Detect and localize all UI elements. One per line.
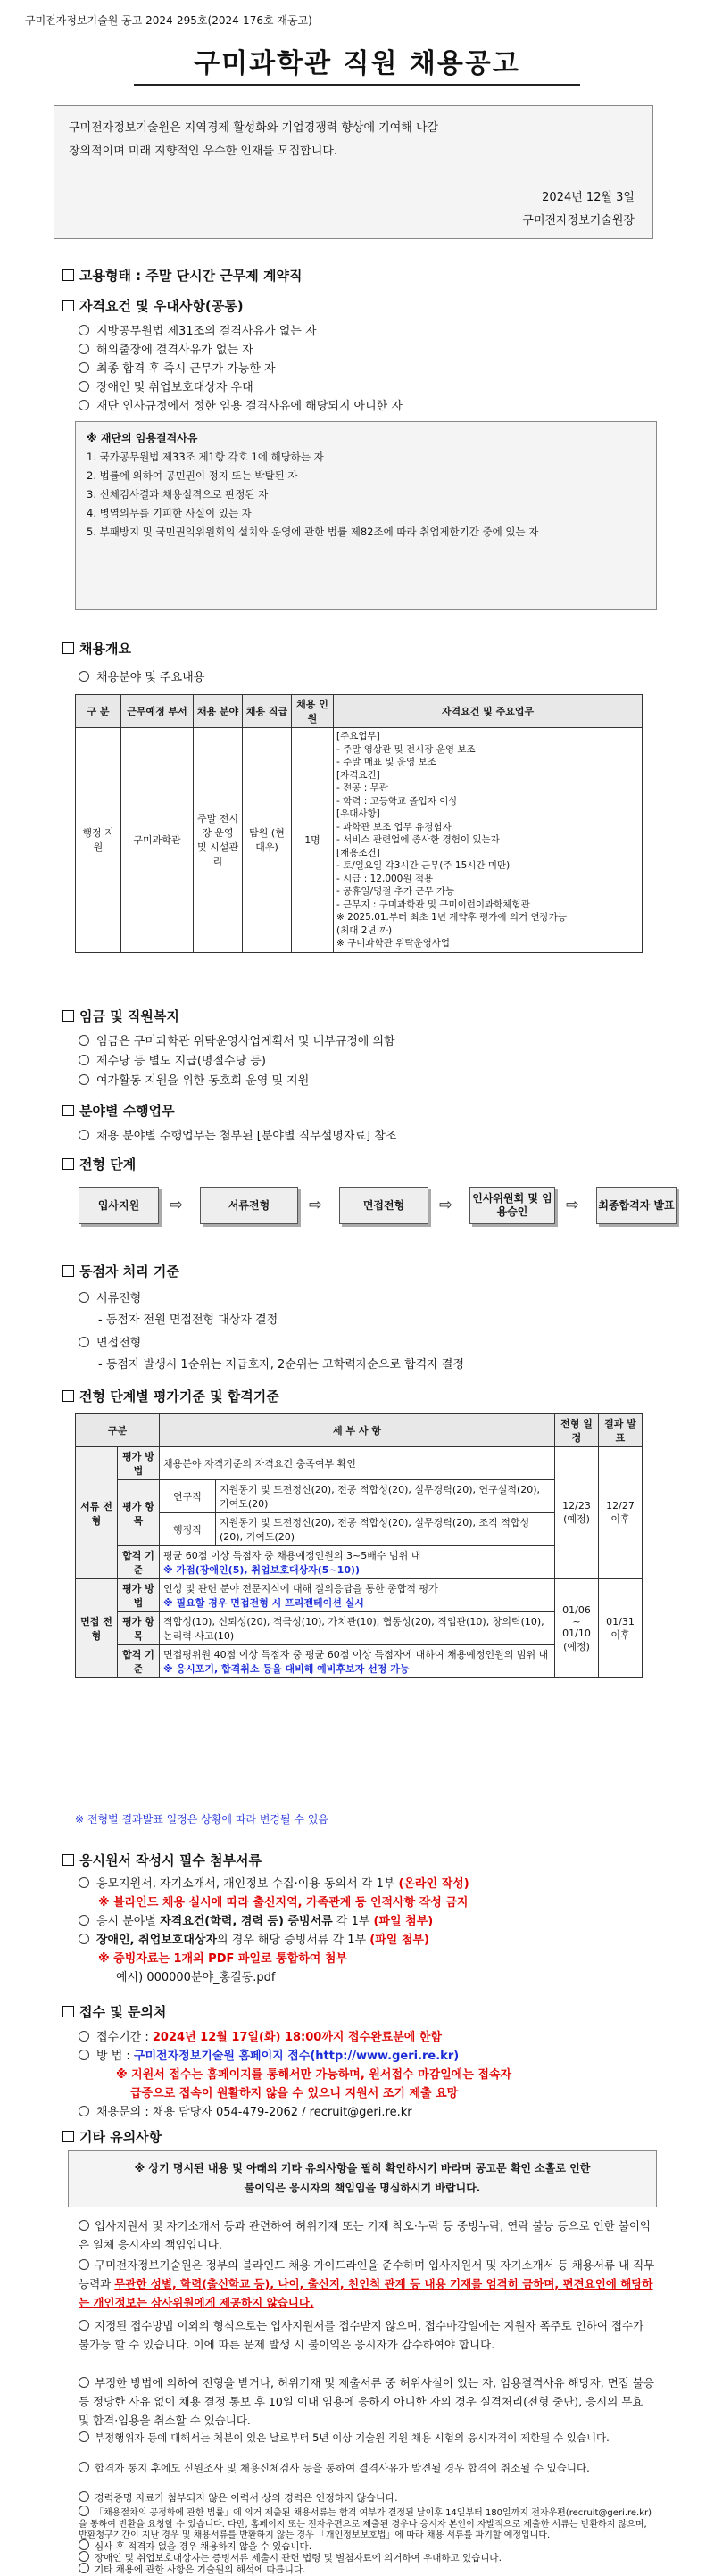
disqualification-box (75, 421, 657, 610)
table-cell (160, 1645, 555, 1678)
note-text: 「채용절차의 공정화에 관한 법률」에 의거 제출된 채용서류는 합격 여부가 결정된 날이후 14일부터 180일까지 전자우편(recruit@geri.re.kr)을 통하여 반환을 요청할 수 있습니다. 다만, 홈페이지 또는 전자우편으로 제출된 경우나 응시자 본인이 자발적으로 제출한 서류는 반환하지 않으며, 반환청구기간이 지난 경우 및 채용서류를 반환하지 않는 경우 「개인정보보호법」에 따라 채용 서류를 파기할 예정입니다. (79, 2508, 652, 2540)
note-item (79, 2506, 657, 2542)
warning-text: 급증으로 접속이 원활하지 않을 수 있으니 지원서 조기 제출 요망 (130, 2087, 459, 2100)
circle-bullet-icon (79, 1934, 89, 1944)
detail-line: [주요업무] (336, 731, 380, 741)
table-cell-grade: 탐원 (현 대우) (243, 728, 292, 953)
circle-bullet-icon (79, 2031, 89, 2042)
list-item (79, 1874, 469, 1891)
table-header-cell: 세 부 사 항 (160, 1414, 555, 1447)
notice-line: 불이익은 응시자의 책임임을 명심하시기 바랍니다. (244, 2182, 481, 2194)
detail-line: - 공휴일/명절 추가 근무 가능 (336, 886, 455, 897)
contact-period: 2024년 12월 17일(화) 18:00까지 접수완료분에 한함 (152, 2031, 442, 2044)
circle-bullet-icon (79, 344, 89, 354)
docs-text: 응시 분야별 (96, 1915, 156, 1928)
note-item (79, 2216, 657, 2254)
row-label: 평가 항목 (118, 1480, 160, 1546)
method-note: ※ 필요할 경우 면접전형 시 프리젠테이션 실시 (163, 1597, 364, 1609)
table-cell: 적합성(10), 신뢰성(20), 적극성(10), 가치관(10), 협동성(20), 직업관(10), 창의력(10), 논리력 사고(10) (160, 1612, 555, 1645)
intro-box (54, 105, 653, 239)
list-item-text: 여가활동 지원을 위한 동호회 운영 및 지원 (96, 1074, 310, 1088)
detail-line: - 서비스 관련업에 종사한 경험이 있는자 (336, 834, 500, 845)
list-item (79, 1288, 141, 1305)
list-item (79, 377, 253, 394)
pass-text: 면접평위원 40점 이상 득점자 중 평균 60점 이상 득점자에 대하여 채용예정인원의 범위 내 (163, 1649, 549, 1661)
table-header-cell: 자격요건 및 주요업무 (334, 695, 643, 728)
table-header-row (76, 695, 643, 728)
circle-bullet-icon (79, 362, 89, 373)
circle-bullet-icon (79, 381, 89, 392)
detail-line: - 토/일요일 각3시간 근무(주 15시간 미만) (336, 860, 511, 871)
section-tie-label: 동점자 처리 기준 (79, 1263, 179, 1280)
list-item-text: 해외출장에 결격사유가 없는 자 (96, 344, 253, 357)
checkbox-icon (62, 269, 74, 281)
list-item-text: 지방공무원법 제31조의 결격사유가 없는 자 (96, 325, 317, 338)
circle-bullet-icon (79, 2506, 89, 2516)
arrow-right-icon: ⇨ (439, 1196, 453, 1214)
list-item (79, 1911, 433, 1928)
section-qualifications-label: 자격요건 및 우대사항(공통) (79, 298, 244, 314)
detail-line: - 주말 매표 및 운영 보조 (336, 757, 436, 767)
detail-line: ※ 구미과학관 위탁운영사업 (336, 938, 451, 948)
note-item (79, 2373, 657, 2430)
row-label: 합격 기준 (118, 1546, 160, 1579)
list-item (79, 1333, 141, 1350)
section-overview-label: 채용개요 (79, 641, 131, 657)
note-text: 경력증명 자료가 첨부되지 않은 이력서 상의 경력은 인정하지 않습니다. (95, 2492, 398, 2504)
checkbox-icon (62, 1390, 74, 1402)
detail-line: ※ 2025.01.부터 최초 1년 계약후 평가에 의거 연장가능 (336, 912, 568, 923)
circle-bullet-icon (79, 1915, 89, 1926)
page-title: 구미과학관 직원 채용공고 (194, 48, 520, 79)
list-item (79, 321, 317, 338)
list-item (79, 2046, 459, 2063)
stage-interview: 면접 전형 (76, 1579, 118, 1678)
arrow-right-icon: ⇨ (170, 1196, 184, 1214)
table-header-cell: 채용 분야 (194, 695, 243, 728)
section-overview (62, 639, 131, 658)
note-text: 부정행위자 등에 대해서는 처분이 있은 날로부터 5년 이상 기술원 직원 채용 시험의 응시자격이 제한될 수 있습니다. (95, 2431, 610, 2444)
intro-date: 2024년 12월 3일 (542, 191, 635, 204)
circle-bullet-icon (79, 1035, 89, 1046)
list-item-text: 서류전형 (96, 1292, 142, 1305)
circle-bullet-icon (79, 2462, 89, 2472)
circle-bullet-icon (79, 1055, 89, 1065)
list-item-text: 재단 인사규정에서 정한 임용 결격사유에 해당되지 아니한 자 (96, 400, 403, 413)
circle-bullet-icon (79, 2431, 89, 2442)
note-emph: 무관한 성별, 학력(출신학교 등), 나이, 출신지, 친인척 관계 등 내용 기재를 엄격히 금하며, 편견요인에 해당하는 개인정보는 삼사위원에게 제공하지 않습니다. (79, 2277, 653, 2309)
note-text: 합격자 통지 후에도 신원조사 및 채용신체검사 등을 통하여 결격사유가 발견될 경우 합격이 취소될 수 있습니다. (95, 2462, 590, 2474)
docs-example: 예시) 000000분야_홍길동.pdf (116, 1971, 276, 1984)
section-eval (62, 1387, 279, 1405)
disqualification-item: 4. 병역의무를 기피한 사실이 있는 자 (87, 507, 252, 519)
contact-warning-2 (130, 2083, 458, 2100)
warning-text: ※ 지원서 접수는 홈페이지를 통해서만 가능하며, 원서접수 마감일에는 접속자 (116, 2068, 512, 2082)
detail-line: - 과학관 보조 업무 유경험자 (336, 821, 452, 832)
list-item (79, 1031, 395, 1048)
intro-line-1: 구미전자정보기술원은 지역경제 활성화와 기업경쟁력 향상에 기여해 나갈 (69, 121, 439, 135)
docs-emph: (온라인 작성) (398, 1877, 469, 1891)
circle-bullet-icon (79, 1292, 89, 1303)
table-cell-dept: 구미과학관 (121, 728, 194, 953)
disqualification-item: 1. 국가공무원법 제33조 제1항 각호 1에 해당하는 자 (87, 451, 324, 463)
list-item-text: 채용 분야별 수행업무는 첨부된 [분야별 직무설명자료] 참조 (96, 1130, 397, 1143)
table-cell: 지원동기 및 도전정신(20), 전공 적합성(20), 실무경력(20), 조직 적합성(20), 기여도(20) (216, 1513, 555, 1546)
section-qualifications (62, 296, 244, 315)
circle-bullet-icon (79, 2551, 89, 2562)
process-step: 최종합격자 발표 (596, 1187, 677, 1224)
notice-line: ※ 상기 명시된 내용 및 아래의 기타 유의사항을 필히 확인하시기 바라며 공고문 확인 소홀로 인한 (134, 2162, 591, 2174)
doc-result: 12/27 이후 (599, 1447, 643, 1579)
checkbox-icon (62, 300, 74, 311)
detail-line: - 근무지 : 구미과학관 및 구미이런이과학체험관 (336, 899, 530, 910)
docs-text: 각 1부 (336, 1915, 370, 1928)
int-result: 01/31 이후 (599, 1579, 643, 1678)
intro-line-2: 창의적이며 미래 지향적인 우수한 인재를 모집합니다. (69, 145, 338, 158)
docs-warning (98, 1893, 468, 1909)
section-contact-label: 접수 및 문의처 (79, 2004, 167, 2020)
section-employment-label: 고용형태 : 주말 단시간 근무제 계약직 (79, 268, 303, 284)
int-date: 01/06 ~ 01/10 (예정) (555, 1579, 599, 1678)
disqualification-item: 5. 부패방지 및 국민권익위원회의 설치와 운영에 관한 법률 제82조에 따라 취업제한기간 중에 있는 자 (87, 526, 539, 538)
docs-emph: 자격요건(학력, 경력 등) 증빙서류 (160, 1915, 333, 1928)
table-header-cell: 결과 발표 (599, 1414, 643, 1447)
note-item (79, 2431, 657, 2446)
circle-bullet-icon (79, 1337, 89, 1347)
eval-footnote: ※ 전형별 결과발표 일정은 상황에 따라 변경될 수 있음 (75, 1813, 329, 1826)
contact-label: 방 법 : (96, 2050, 130, 2063)
overview-sub-text: 채용분야 및 주요내용 (96, 671, 205, 684)
docs-warning-text: ※ 블라인드 채용 실시에 따라 출신지역, 가족관계 등 인적사항 작성 금지 (98, 1896, 469, 1909)
section-duty (62, 1101, 175, 1120)
list-item (79, 359, 276, 376)
table-header-cell: 구분 (76, 1414, 160, 1447)
section-process (62, 1155, 136, 1173)
note-item (79, 2563, 657, 2576)
detail-line: [채용조건] (336, 847, 380, 858)
circle-bullet-icon (79, 2320, 89, 2331)
docs-text: 의 경우 해당 증빙서류 각 1부 (217, 1934, 367, 1947)
table-header-cell: 채용 직급 (243, 695, 292, 728)
detail-line: [자격요건] (336, 769, 380, 781)
docs-note (98, 1949, 347, 1966)
list-item (79, 1071, 309, 1088)
list-item-text: 임금은 구미과학관 위탁운영사업계획서 및 내부규정에 의함 (96, 1035, 395, 1048)
list-item (79, 396, 403, 413)
pass-note: ※ 응시포기, 합격취소 등을 대비해 예비후보자 선정 가능 (163, 1663, 410, 1675)
docs-emph: (파일 첨부) (369, 1934, 429, 1947)
checkbox-icon (62, 1265, 74, 1277)
doc-date: 12/23 (예정) (555, 1447, 599, 1579)
stage-doc: 서류 전형 (76, 1447, 118, 1579)
section-tie (62, 1262, 179, 1280)
note-text: 구미전자정보기술원은 정부의 블라인드 채용 가이드라인을 준수하며 입사지원서 및 자기소개서 등 채용서류 내 직무능력과 (79, 2258, 655, 2290)
section-duty-label: 분야별 수행업무 (79, 1103, 175, 1119)
checkbox-icon (62, 642, 74, 654)
disqualification-item: 3. 신체검사결과 채용실격으로 판정된 자 (87, 488, 269, 501)
disqualification-heading: ※ 재단의 임용결격사유 (87, 432, 198, 444)
table-header-cell: 전형 일정 (555, 1414, 599, 1447)
intro-issuer: 구미전자정보기술원장 (522, 214, 635, 228)
checkbox-icon (62, 1105, 74, 1116)
checkbox-icon (62, 2006, 74, 2017)
notice-number: 구미전자정보기술원 공고 2024-295호(2024-176호 재공고) (25, 14, 312, 27)
overview-table (75, 694, 643, 953)
disqualification-item: 2. 법률에 의하여 공민권이 정지 또는 박탈된 자 (87, 469, 298, 482)
arrow-right-icon: ⇨ (309, 1196, 323, 1214)
pass-note: ※ 가점(장애인(5), 취업보호대상자(5~10)) (163, 1564, 361, 1576)
tie-desc: - 동점자 전원 면접전형 대상자 결정 (98, 1313, 278, 1327)
circle-bullet-icon (79, 1074, 89, 1085)
note-item (79, 2256, 657, 2312)
title-underline (134, 84, 580, 86)
detail-line: - 전공 : 무관 (336, 783, 388, 793)
list-item-text: 장애인 및 취업보호대상자 우대 (96, 381, 253, 394)
table-cell (160, 1579, 555, 1612)
section-other (62, 2127, 162, 2146)
table-cell-field: 주말 전시장 운영 및 시설관리 (194, 728, 243, 953)
row-label: 평가 방법 (118, 1447, 160, 1480)
detail-line: - 시급 : 12,000원 적용 (336, 873, 434, 884)
process-step: 면접전형 (339, 1187, 428, 1224)
circle-bullet-icon (79, 2050, 89, 2060)
table-row (76, 1579, 643, 1612)
circle-bullet-icon (79, 1130, 89, 1140)
contact-inquiry: 채용 담당자 054-479-2062 / recruit@geri.re.kr (152, 2106, 412, 2119)
row-sublabel: 행정직 (160, 1513, 216, 1546)
row-label: 평가 항목 (118, 1612, 160, 1645)
note-text: 장애인 및 취업보호대상자는 증빙서류 제출시 관련 법령 및 별첨자료에 의거하여 우대하고 있습니다. (95, 2553, 502, 2564)
table-cell: 지원동기 및 도전정신(20), 전공 적합성(20), 실무경력(20), 연구실적(20), 기여도(20) (216, 1480, 555, 1513)
row-label: 합격 기준 (118, 1645, 160, 1678)
checkbox-icon (62, 1854, 74, 1866)
section-contact (62, 2002, 166, 2021)
process-step: 인사위원회 및 임용승인 (469, 1187, 555, 1224)
circle-bullet-icon (79, 2106, 89, 2116)
pass-text: 평균 60점 이상 득점자 중 채용예정인원의 3~5배수 범위 내 (163, 1550, 421, 1561)
section-other-label: 기타 유의사항 (79, 2129, 162, 2145)
table-header-cell: 근무예정 부서 (121, 695, 194, 728)
process-step: 입사지원 (79, 1187, 159, 1224)
checkbox-icon (62, 1010, 74, 1022)
contact-label: 접수기간 : (96, 2031, 149, 2044)
contact-warning-1 (116, 2065, 511, 2082)
list-item (79, 1051, 266, 1068)
note-text: 심사 후 적격자 없을 경우 채용하지 않을 수 있습니다. (95, 2541, 312, 2552)
list-item (79, 2027, 442, 2044)
table-row (76, 728, 643, 953)
list-item (79, 2102, 412, 2119)
note-text: 부정한 방법에 의하여 전형을 받거나, 허위기재 및 제출서류 중 허위사실이 있는 자, 임용결격사유 해당자, 면접 불응 등 정당한 사유 없이 채용 결정 통보 후 10일 이내 임용에 응하지 아니한 자의 경우 실격처리(전형 중단), 응시의 무효 및 합격·임용을 취소할 수 있습니다. (79, 2376, 654, 2427)
row-sublabel: 연구직 (160, 1480, 216, 1513)
circle-bullet-icon (79, 2220, 89, 2231)
circle-bullet-icon (79, 2491, 89, 2502)
note-item (79, 2491, 657, 2505)
process-step: 서류전형 (200, 1187, 298, 1224)
eval-table (75, 1413, 643, 1678)
arrow-right-icon: ⇨ (566, 1196, 580, 1214)
list-item-text: 제수당 등 별도 지급(명절수당 등) (96, 1055, 266, 1068)
apply-link[interactable]: 구미전자정보기술원 홈페이지 접수(http://www.geri.re.kr) (133, 2050, 460, 2063)
list-item-text: 면접전형 (96, 1337, 142, 1350)
table-header-cell: 구 분 (76, 695, 121, 728)
circle-bullet-icon (79, 671, 89, 682)
circle-bullet-icon (79, 2377, 89, 2388)
tie-desc: - 동점자 발생시 1순위는 저급호자, 2순위는 고학력자순으로 합격자 결정 (98, 1358, 465, 1371)
circle-bullet-icon (79, 1877, 89, 1888)
section-wage (62, 1006, 179, 1025)
method-text: 인성 및 관련 분야 전문지식에 대해 질의응답을 통한 종합적 평가 (163, 1583, 438, 1594)
docs-emph: 장애인, 취업보호대상자 (96, 1934, 218, 1947)
table-row (76, 1447, 643, 1480)
checkbox-icon (62, 2131, 74, 2142)
table-cell (160, 1546, 555, 1579)
overview-sub (79, 667, 204, 684)
docs-emph: (파일 첨부) (373, 1915, 434, 1928)
table-header-row (76, 1414, 643, 1447)
detail-line: (최대 2년 까) (336, 924, 393, 936)
circle-bullet-icon (79, 400, 89, 410)
section-docs (62, 1851, 262, 1869)
list-item-text: 최종 합격 후 즉시 근무가 가능한 자 (96, 362, 276, 376)
section-wage-label: 임금 및 직원복지 (79, 1008, 179, 1024)
circle-bullet-icon (79, 2539, 89, 2550)
note-text: 지정된 접수방법 이외의 형식으로는 입사지원서를 접수받지 않으며, 접수마감일에는 지원자 폭주로 인하여 접수가 불가능 할 수 있습니다. 이에 따른 문제 발생 시 불이익은 응시자가 감수하여야 합니다. (79, 2319, 644, 2351)
table-cell-category: 행정 지원 (76, 728, 121, 953)
list-item (79, 1126, 396, 1143)
table-cell-count: 1명 (292, 728, 334, 953)
note-text: 기타 채용에 관한 사항은 기술원의 해석에 따릅니다. (95, 2564, 306, 2575)
note-item (79, 2461, 657, 2476)
section-eval-label: 전형 단계별 평가기준 및 합격기준 (79, 1388, 279, 1404)
docs-text: 응모지원서, 자기소개서, 개인정보 수집·이용 동의서 각 1부 (96, 1877, 395, 1891)
list-item (79, 340, 253, 357)
detail-line: - 학력 : 고등학교 졸업자 이상 (336, 795, 458, 807)
table-cell-details (334, 728, 643, 953)
detail-line: - 주말 영상관 및 전시장 운영 보조 (336, 743, 476, 755)
list-item (79, 1930, 429, 1947)
table-cell: 채용분야 자격기준의 자격요건 충족여부 확인 (160, 1447, 555, 1480)
section-docs-label: 응시원서 작성시 필수 첨부서류 (79, 1852, 262, 1868)
row-label: 평가 방법 (118, 1579, 160, 1612)
detail-line: [우대사항] (336, 808, 380, 819)
circle-bullet-icon (79, 2563, 89, 2573)
table-header-cell: 채용 인원 (292, 695, 334, 728)
note-item (79, 2316, 657, 2354)
section-employment (62, 266, 302, 285)
docs-note-text: ※ 증빙자료는 1개의 PDF 파일로 통합하여 첨부 (98, 1952, 347, 1966)
note-text: 입사지원서 및 자기소개서 등과 관련하여 허위기재 또는 기재 착오·누락 등 중빙누락, 연락 불능 등으로 인한 불이익은 일체 응시자의 책임입니다. (79, 2219, 651, 2251)
circle-bullet-icon (79, 325, 89, 335)
checkbox-icon (62, 1158, 74, 1170)
section-process-label: 전형 단계 (79, 1156, 137, 1172)
notice-box (68, 2150, 657, 2207)
circle-bullet-icon (79, 2259, 89, 2270)
contact-label: 채용문의 : (96, 2106, 149, 2119)
